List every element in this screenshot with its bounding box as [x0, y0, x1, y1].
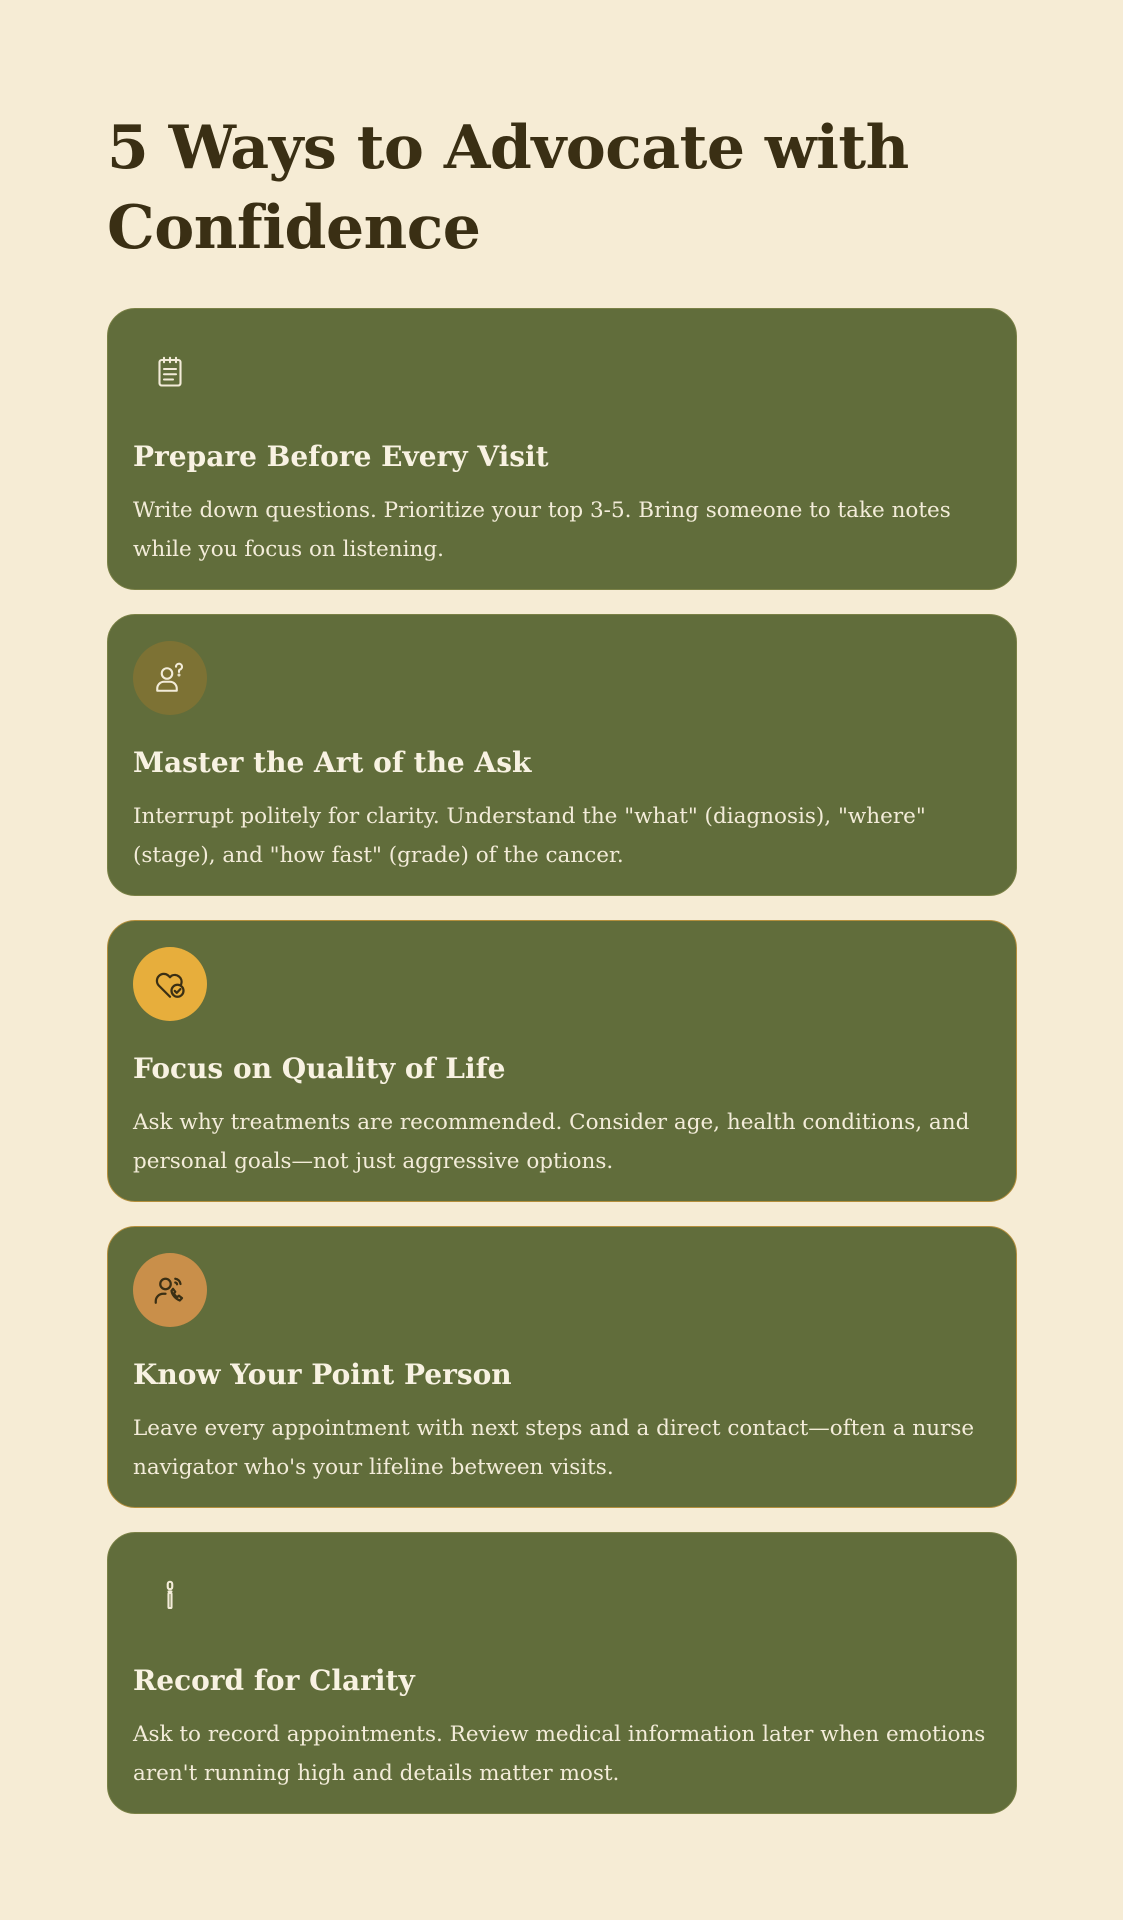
tip-description: Ask to record appointments. Review medical information later when emotions aren't running high and details matter most. — [133, 1722, 986, 1786]
tip-card-record — [107, 1532, 1017, 1814]
icon-badge — [133, 335, 207, 409]
tip-title: Know Your Point Person — [133, 1358, 512, 1391]
tip-title: Prepare Before Every Visit — [133, 440, 549, 473]
heart-check-icon — [152, 966, 188, 1002]
tip-card-ask — [107, 614, 1017, 896]
tip-card-quality — [107, 920, 1017, 1202]
tip-description: Ask why treatments are recommended. Consider age, health conditions, and personal goals—not just aggressive options. — [133, 1110, 970, 1174]
tip-title: Master the Art of the Ask — [133, 746, 532, 779]
person-question-icon — [152, 660, 188, 696]
contact-phone-icon — [152, 1272, 188, 1308]
microphone-icon — [152, 1578, 188, 1614]
icon-badge — [133, 641, 207, 715]
tips-list — [107, 308, 1017, 1838]
tip-card-prepare — [107, 308, 1017, 590]
tip-card-point-person — [107, 1226, 1017, 1508]
icon-badge — [133, 947, 207, 1021]
tip-title: Record for Clarity — [133, 1664, 415, 1697]
tip-description: Interrupt politely for clarity. Understand the "what" (diagnosis), "where" (stage), and "how fast" (grade) of the cancer. — [133, 804, 926, 868]
icon-badge — [133, 1253, 207, 1327]
page-title: 5 Ways to Advocate with Confidence — [107, 113, 909, 263]
tip-title: Focus on Quality of Life — [133, 1052, 506, 1085]
icon-badge — [133, 1559, 207, 1633]
tip-description: Leave every appointment with next steps and a direct contact—often a nurse navigator who's your lifeline between visits. — [133, 1416, 975, 1480]
tip-description: Write down questions. Prioritize your top 3-5. Bring someone to take notes while you focus on listening. — [133, 498, 951, 562]
notepad-icon — [152, 354, 188, 390]
